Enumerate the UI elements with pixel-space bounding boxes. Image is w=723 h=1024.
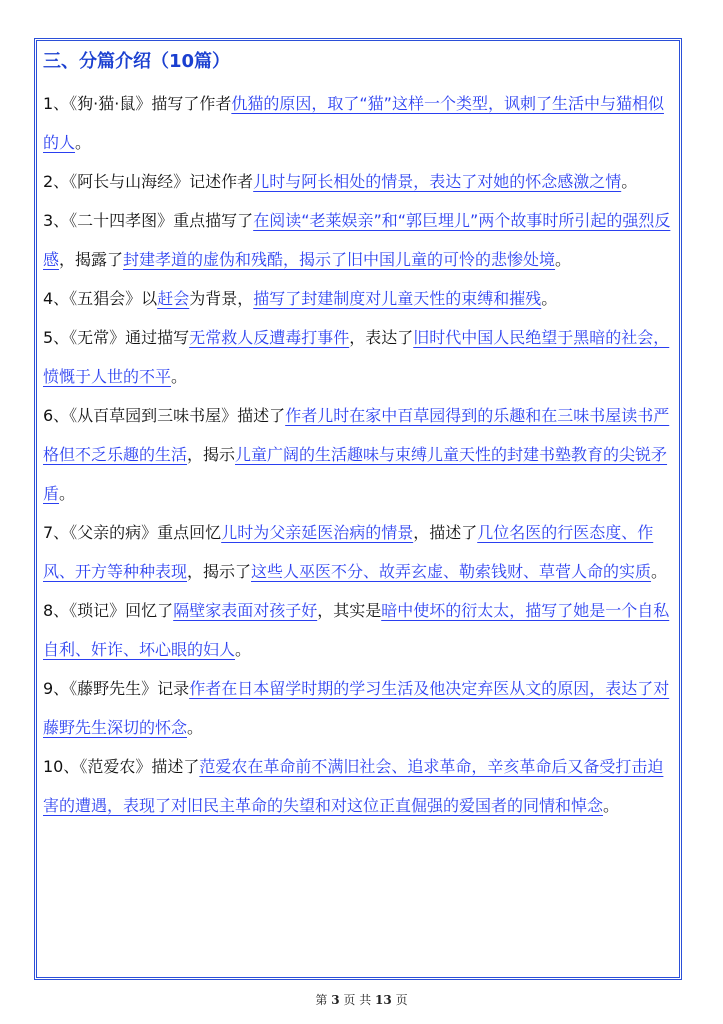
plain-text: 。 [651,562,668,581]
plain-text: 为背景， [189,289,254,308]
footer-prefix: 第 [315,993,332,1007]
page-footer [0,991,723,1008]
intro-item [43,747,679,825]
highlighted-text: 作者在日本留学时期的学习生活及他决定弃医从文的原因，表达了对藤野先生深切的怀念 [43,679,670,737]
plain-text: ，揭示 [187,445,236,464]
highlighted-text: 描写了封建制度对儿童天性的束缚和摧残 [253,289,542,308]
intro-item [43,591,679,669]
plain-text: ，揭示了 [187,562,252,581]
plain-text: 。 [541,289,558,308]
highlighted-text: 旧时代中国人民绝望于黑暗的社会，愤慨于人世的不平 [43,328,670,386]
plain-text: 8、《琐记》回忆了 [43,601,174,620]
plain-text: ，描述了 [413,523,478,542]
item-list [43,84,679,825]
section-heading: 三、分篇介绍（10篇） [43,51,231,72]
plain-text: ，揭露了 [59,250,124,269]
intro-item [43,513,679,591]
highlighted-text: 仇猫的原因，取了“猫”这样一个类型，讽刺了生活中与猫相似的人 [43,94,664,152]
intro-item [43,279,679,318]
highlighted-text: 在阅读“老莱娱亲”和“郭巨埋儿”两个故事时所引起的强烈反感 [43,211,671,269]
highlighted-text: 无常救人反遭毒打事件 [189,328,350,347]
highlighted-text: 隔壁家表面对孩子好 [173,601,318,620]
intro-item [43,201,679,279]
footer-suffix: 页 [391,993,408,1007]
plain-text: 4、《五猖会》以 [43,289,158,308]
footer-total-pages: 13 [375,993,392,1007]
plain-text: 。 [75,133,92,152]
intro-item [43,84,679,162]
highlighted-text: 这些人巫医不分、故弄玄虚、勒索钱财、草菅人命的实质 [251,562,652,581]
highlighted-text: 几位名医的行医态度、作风、开方等种种表现 [43,523,654,581]
highlighted-text: 赶会 [157,289,190,308]
plain-text: 。 [187,718,204,737]
plain-text: 。 [235,640,252,659]
plain-text: 3、《二十四孝图》重点描写了 [43,211,254,230]
plain-text: 。 [603,796,620,815]
plain-text: 。 [59,484,76,503]
highlighted-text: 范爱农在革命前不满旧社会、追求革命，辛亥革命后又备受打击迫害的遭遇，表现了对旧民主革命的失望和对这位正直倔强的爱国者的同情和悼念 [43,757,664,815]
footer-middle: 页 共 [339,993,376,1007]
plain-text: 1、《狗·猫·鼠》描写了作者 [43,94,232,113]
plain-text: 10、《范爱农》描述了 [43,757,200,776]
document-body [43,48,679,825]
intro-item [43,669,679,747]
footer-current-page: 3 [331,993,340,1007]
plain-text: ，其实是 [317,601,382,620]
plain-text: 。 [555,250,572,269]
highlighted-text: 封建孝道的虚伪和残酷，揭示了旧中国儿童的可怜的悲惨处境 [123,250,556,269]
plain-text: 7、《父亲的病》重点回忆 [43,523,222,542]
plain-text: 。 [621,172,638,191]
plain-text: 5、《无常》通过描写 [43,328,190,347]
highlighted-text: 儿时与阿长相处的情景，表达了对她的怀念感激之情 [253,172,622,191]
plain-text: 。 [171,367,188,386]
highlighted-text: 儿童广阔的生活趣味与束缚儿童天性的封建书塾教育的尖锐矛盾 [43,445,668,503]
highlighted-text: 儿时为父亲延医治病的情景 [221,523,414,542]
intro-item [43,396,679,513]
highlighted-text: 暗中使坏的衍太太，描写了她是一个自私自利、奸诈、坏心眼的妇人 [43,601,670,659]
plain-text: 9、《藤野先生》记录 [43,679,190,698]
highlighted-text: 作者儿时在家中百草园得到的乐趣和在三味书屋读书严格但不乏乐趣的生活 [43,406,670,464]
plain-text: 6、《从百草园到三味书屋》描述了 [43,406,286,425]
plain-text: ，表达了 [349,328,414,347]
plain-text: 2、《阿长与山海经》记述作者 [43,172,254,191]
intro-item [43,318,679,396]
intro-item [43,162,679,201]
